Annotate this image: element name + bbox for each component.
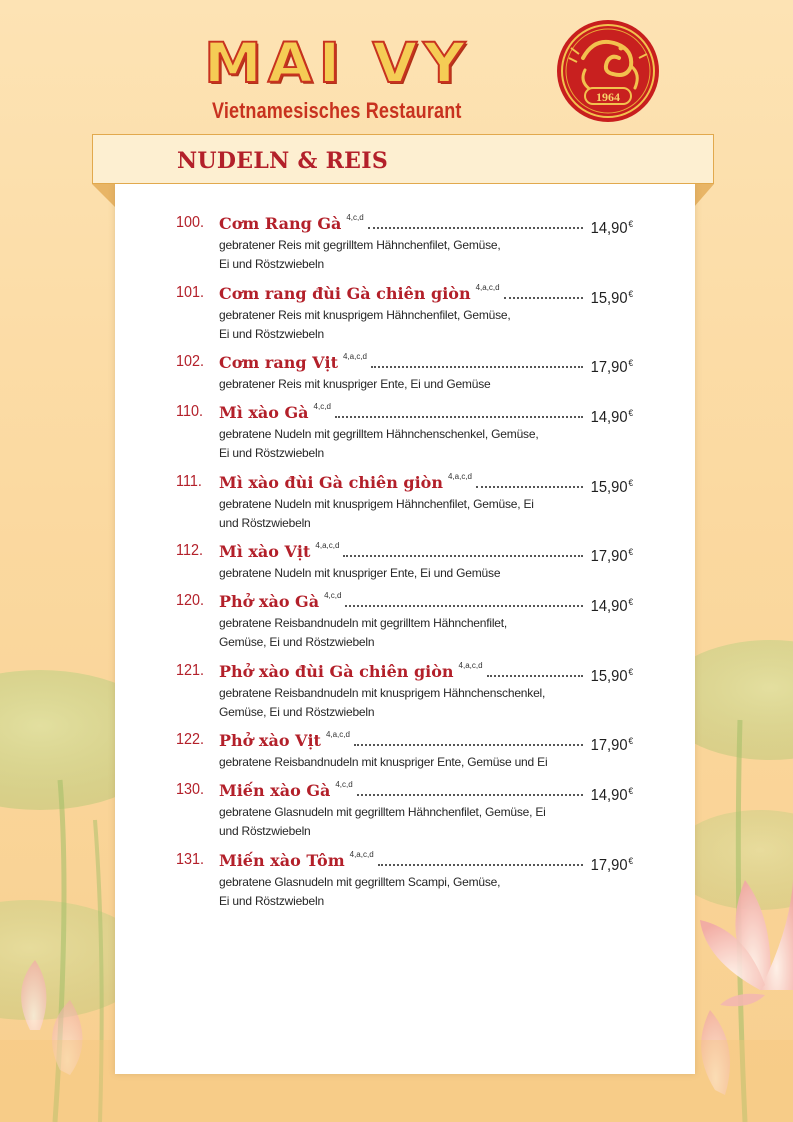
item-price-value: 17,90 — [590, 857, 628, 874]
currency-symbol: € — [628, 289, 634, 299]
item-number: 130. — [176, 781, 205, 798]
item-description-line: gebratene Nudeln mit knusprigem Hähnchenfilet, Gemüse, Ei — [219, 497, 534, 511]
item-title-line — [219, 662, 632, 684]
item-description — [219, 803, 589, 841]
item-price-value: 17,90 — [590, 548, 628, 565]
item-title-line — [219, 284, 632, 306]
seal-year: 1964 — [596, 90, 620, 104]
currency-symbol: € — [628, 736, 634, 746]
item-price-value: 14,90 — [590, 598, 628, 615]
item-name: Phở xào đùi Gà chiên giòn — [219, 662, 454, 681]
item-number: 100. — [176, 214, 205, 231]
item-price — [591, 662, 633, 687]
item-name: Phở xào Gà — [219, 592, 320, 611]
item-description-line: Gemüse, Ei und Röstzwiebeln — [219, 635, 375, 649]
item-price — [591, 851, 633, 876]
item-title-line — [219, 731, 632, 753]
item-allergens: 4,a,c,d — [475, 284, 500, 292]
item-price-value: 14,90 — [590, 787, 628, 804]
item-name: Mì xào đùi Gà chiên giòn — [219, 473, 443, 492]
currency-symbol: € — [628, 547, 634, 557]
dot-leader — [357, 781, 583, 796]
band-fold-right — [694, 184, 715, 208]
currency-symbol: € — [628, 408, 634, 418]
item-name: Mì xào Vịt — [219, 542, 311, 561]
item-name: Cơm Rang Gà — [219, 214, 342, 233]
item-name: Cơm rang Vịt — [219, 353, 338, 372]
item-description — [219, 425, 589, 463]
item-allergens: 4,a,c,d — [325, 731, 350, 739]
currency-symbol: € — [628, 478, 634, 488]
item-allergens: 4,a,c,d — [342, 353, 367, 361]
item-number: 112. — [176, 542, 203, 559]
item-description-line: gebratener Reis mit gegrilltem Hähnchenfilet, Gemüse, — [219, 238, 501, 252]
restaurant-logo — [200, 28, 670, 128]
item-description — [219, 306, 589, 344]
item-price — [591, 781, 633, 806]
item-description-line: Gemüse, Ei und Röstzwiebeln — [219, 705, 375, 719]
item-price-value: 14,90 — [590, 220, 628, 237]
item-number: 102. — [176, 353, 205, 370]
dragon-seal-icon — [555, 18, 661, 124]
brand-name: MAI VY — [204, 30, 472, 96]
item-title-line — [219, 781, 632, 803]
item-name: Phở xào Vịt — [219, 731, 321, 750]
dot-leader — [378, 851, 583, 866]
dot-leader — [504, 284, 583, 299]
item-number: 122. — [176, 731, 205, 748]
dot-leader — [368, 214, 583, 229]
currency-symbol: € — [628, 219, 634, 229]
item-price — [591, 214, 633, 239]
dot-leader — [354, 731, 583, 746]
dot-leader — [476, 473, 583, 488]
item-description-line: gebratene Reisbandnudeln mit knusprigem Hähnchenschenkel, — [219, 686, 546, 700]
item-number: 111. — [176, 473, 202, 490]
item-description-line: gebratene Nudeln mit knuspriger Ente, Ei und Gemüse — [219, 566, 501, 580]
item-description-line: Ei und Röstzwiebeln — [219, 327, 324, 341]
dot-leader — [371, 353, 583, 368]
item-number: 120. — [176, 592, 205, 609]
item-description-line: gebratene Glasnudeln mit gegrilltem Scampi, Gemüse, — [219, 875, 501, 889]
item-description — [219, 564, 589, 583]
item-allergens: 4,a,c,d — [315, 542, 340, 550]
item-allergens: 4,a,c,d — [447, 473, 472, 481]
item-price — [591, 592, 633, 617]
item-title-line — [219, 214, 632, 236]
item-title-line — [219, 542, 632, 564]
item-allergens: 4,c,d — [346, 214, 364, 222]
item-price-value: 15,90 — [590, 668, 628, 685]
item-description-line: Ei und Röstzwiebeln — [219, 257, 324, 271]
item-description-line: Ei und Röstzwiebeln — [219, 894, 324, 908]
item-title-line — [219, 473, 632, 495]
section-title-band — [92, 134, 714, 184]
item-title-line — [219, 592, 632, 614]
item-number: 131. — [176, 851, 205, 868]
item-allergens: 4,c,d — [335, 781, 353, 789]
dot-leader — [487, 662, 583, 677]
currency-symbol: € — [628, 856, 634, 866]
item-price-value: 17,90 — [590, 359, 628, 376]
item-name: Cơm rang đùi Gà chiên giòn — [219, 284, 471, 303]
item-title-line — [219, 353, 632, 375]
item-description — [219, 375, 589, 394]
item-description-line: gebratene Glasnudeln mit gegrilltem Hähnchenfilet, Gemüse, Ei — [219, 805, 546, 819]
item-description — [219, 873, 589, 911]
item-description-line: und Röstzwiebeln — [219, 516, 311, 530]
currency-symbol: € — [628, 597, 634, 607]
item-price — [591, 284, 633, 309]
section-title: NUDELN & REIS — [177, 148, 389, 174]
dot-leader — [345, 592, 583, 607]
item-description — [219, 495, 589, 533]
item-price — [591, 353, 633, 378]
item-description-line: gebratene Reisbandnudeln mit gegrilltem Hähnchenfilet, — [219, 616, 508, 630]
menu-card — [115, 184, 695, 1074]
item-title-line — [219, 851, 632, 873]
item-description — [219, 236, 589, 274]
item-price — [591, 473, 633, 498]
item-price-value: 15,90 — [590, 479, 628, 496]
item-allergens: 4,a,c,d — [349, 851, 374, 859]
item-description-line: gebratener Reis mit knuspriger Ente, Ei und Gemüse — [219, 377, 491, 391]
currency-symbol: € — [628, 358, 634, 368]
item-price — [591, 542, 633, 567]
item-number: 110. — [176, 403, 203, 420]
item-description-line: gebratene Reisbandnudeln mit knuspriger Ente, Gemüse und Ei — [219, 755, 548, 769]
currency-symbol: € — [628, 786, 634, 796]
item-price-value: 15,90 — [590, 290, 628, 307]
currency-symbol: € — [628, 667, 634, 677]
dot-leader — [335, 403, 583, 418]
item-name: Miến xào Tôm — [219, 851, 345, 870]
item-number: 121. — [176, 662, 205, 679]
item-description — [219, 684, 589, 722]
item-name: Mì xào Gà — [219, 403, 309, 422]
item-title-line — [219, 403, 632, 425]
item-name: Miến xào Gà — [219, 781, 331, 800]
item-description — [219, 753, 589, 772]
item-description-line: gebratene Nudeln mit gegrilltem Hähnchenschenkel, Gemüse, — [219, 427, 539, 441]
item-description-line: und Röstzwiebeln — [219, 824, 311, 838]
brand-subtitle: Vietnamesisches Restaurant — [212, 98, 462, 123]
item-description-line: Ei und Röstzwiebeln — [219, 446, 324, 460]
item-price — [591, 731, 633, 756]
item-allergens: 4,a,c,d — [458, 662, 483, 670]
item-price — [591, 403, 633, 428]
item-price-value: 17,90 — [590, 737, 628, 754]
item-number: 101. — [176, 284, 205, 301]
item-description-line: gebratener Reis mit knusprigem Hähnchenfilet, Gemüse, — [219, 308, 511, 322]
item-price-value: 14,90 — [590, 409, 628, 426]
item-allergens: 4,c,d — [313, 403, 331, 411]
item-allergens: 4,c,d — [324, 592, 342, 600]
item-description — [219, 614, 589, 652]
band-fold-left — [92, 184, 116, 208]
dot-leader — [343, 542, 583, 557]
